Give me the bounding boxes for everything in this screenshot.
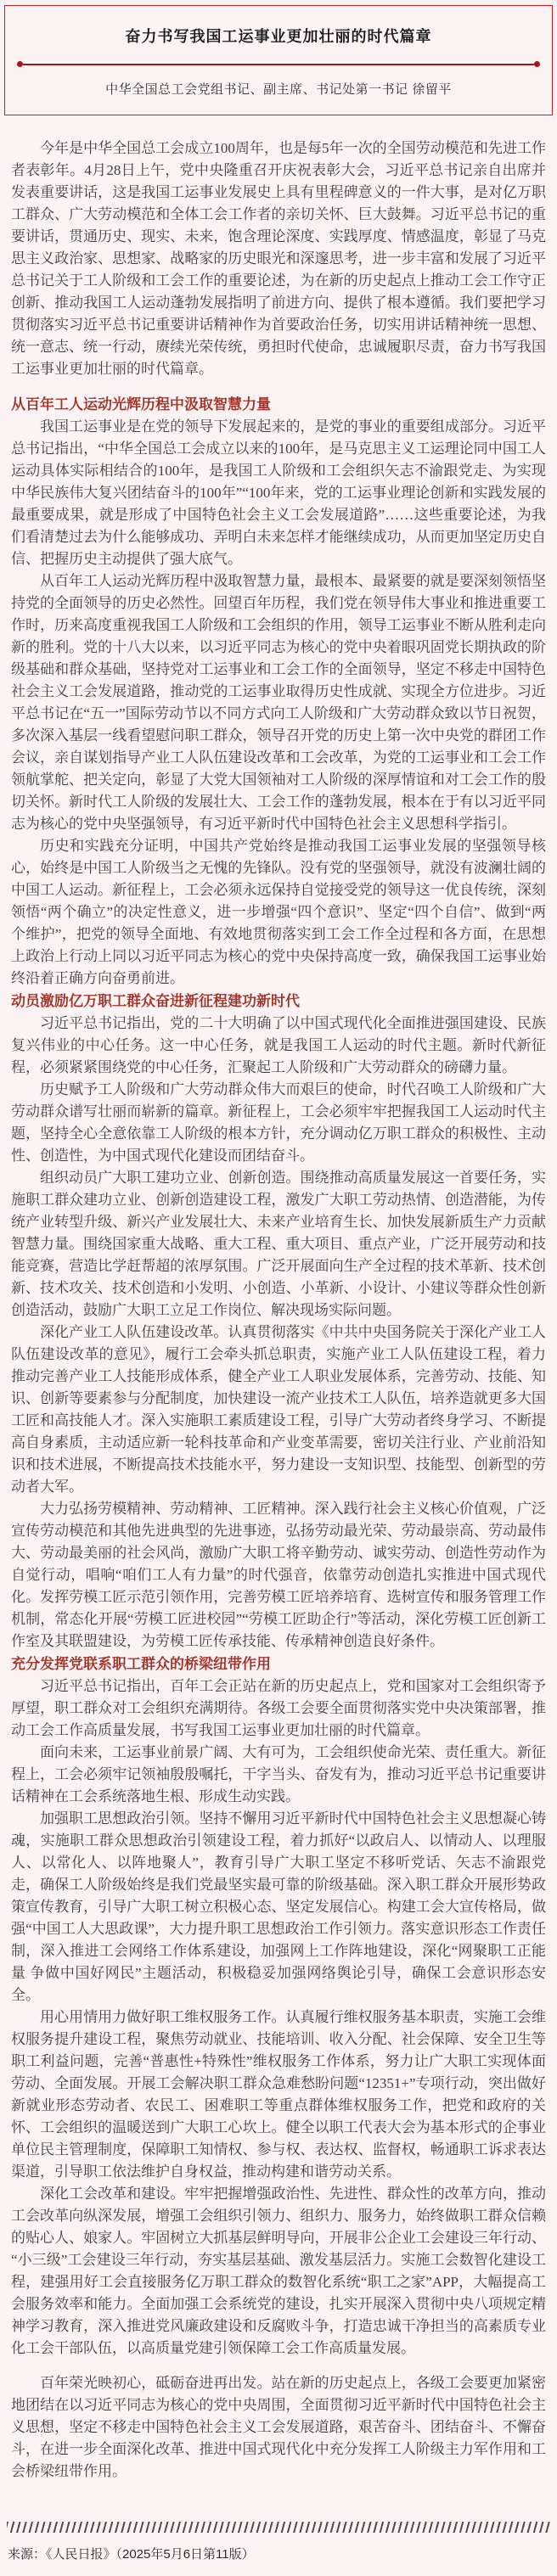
body-paragraph: 面向未来，工运事业前景广阔、大有可为，工会组织使命光荣、责任重大。新征程上，工会必须牢记领袖殷殷嘱托，干字当头、奋发有为，推动习近平总书记重要讲话精神在工会系统落地生根、形成生动实践。 — [11, 1744, 546, 1804]
body-paragraph: 加强职工思想政治引领。坚持不懈用习近平新时代中国特色社会主义思想凝心铸魂，实施职工群众思想政治引领建设工程，着力抓好“以政启人、以情动人、以理服人、以常化人、以阵地聚人”，教育引导广大职工坚定不移听党话、矢志不渝跟党走，确保工人阶级始终是我们党最坚实最可靠的阶级基础。深入职工群众开展形势政策宣传教育，引导广大职工树立积极心态、坚定发展信心。构建工会大宣传格局，做强“中国工人大思政课”，大力提升职工思想政治工作引领力。落实意识形态工作责任制，深入推进工会网络工作体系建设，加强网上工作阵地建设，深化“网聚职工正能量 争做中国好网民”主题活动，积极稳妥加强网络舆论引导，确保工会意识形态安全。 — [11, 1810, 546, 2003]
section-heading: 充分发挥党联系职工群众的桥梁纽带作用 — [11, 1656, 271, 1672]
body-paragraph: 我国工运事业是在党的领导下发展起来的，是党的事业的重要组成部分。习近平总书记指出，“中华全国总工会成立以来的100年，是马克思主义工运理论同中国工人运动具体实际相结合的100年，是我国工人阶级和工会组织矢志不渝跟党走、为实现中华民族伟大复兴团结奋斗的100年”“100年来，党的工运事业理论创新和实践发展的最重要成果，就是形成了中国特色社会主义工会发展道路”……这些重要论述，为我们看清楚过去为什么能够成功、弄明白未来怎样才能继续成功，从而更加坚定历史自信、把握历史主动提供了强大底气。 — [11, 418, 546, 567]
source-line: 来源：《人民日报》（2025年5月6日第11版） — [8, 2547, 255, 2562]
body-paragraph: 大力弘扬劳模精神、劳动精神、工匠精神。深入践行社会主义核心价值观，广泛宣传劳动模范和其他先进典型的先进事迹，弘扬劳动最光荣、劳动最崇高、劳动最伟大、劳动最美丽的社会风尚，激励广大职工将辛勤劳动、诚实劳动、创造性劳动作为自觉行动，唱响“咱们工人有力量”的时代强音，依靠劳动创造扎实推进中国式现代化。发挥劳模工匠示范引领作用，完善劳模工匠培养培育、选树宣传和服务管理工作机制，常态化开展“劳模工匠进校园”“劳模工匠助企行”等活动，深化劳模工匠创新工作室及其联盟建设，为劳模工匠传承技能、传承精神创造良好条件。 — [11, 1501, 546, 1649]
paragraph-spacer — [11, 2360, 546, 2372]
divider-left-dot — [17, 61, 23, 67]
hatched-divider — [7, 2522, 550, 2533]
body-paragraph: 习近平总书记指出，党的二十大明确了以中国式现代化全面推进强国建设、民族复兴伟业的中心任务。这一中心任务，就是我国工人运动的时代主题。新时代新征程，必须紧紧围绕党的中心任务，汇聚起工人阶级和广大劳动群众的磅礴力量。 — [11, 1015, 546, 1075]
body-paragraph: 历史赋予工人阶级和广大劳动群众伟大而艰巨的使命，时代召唤工人阶级和广大劳动群众谱写壮丽而崭新的篇章。新征程上，工会必须牢牢把握我国工人运动时代主题，坚持全心全意依靠工人阶级的根本方针，充分调动亿万职工群众的积极性、主动性、创造性，为中国式现代化建设而团结奋斗。 — [11, 1081, 546, 1164]
body-paragraph: 今年是中华全国总工会成立100周年，也是每5年一次的全国劳动模范和先进工作者表彰年。4月28日上午，党中央隆重召开庆祝表彰大会，习近平总书记亲自出席并发表重要讲话，这是我国工运事业发展史上具有里程碑意义的一件大事，是对亿万职工群众、广大劳动模范和全体工会工作者的亲切关怀、巨大鼓舞。习近平总书记的重要讲话，贯通历史、现实、未来，饱含理论深度、实践厚度、情感温度，彰显了马克思主义政治家、思想家、战略家的历史眼光和深邃思考，进一步丰富和发展了习近平总书记关于工人阶级和工会工作的重要论述，为在新的历史起点上推动工会工作守正创新、推动我国工人运动蓬勃发展指明了前进方向、提供了根本遵循。我们要把学习贯彻落实习近平总书记重要讲话精神作为首要政治任务，切实用讲话精神统一思想、统一意志、统一行动，赓续光荣传统，勇担时代使命，忠诚履职尽责，奋力书写我国工运事业更加壮丽的时代篇章。 — [11, 140, 546, 377]
author-byline: 中华全国总工会党组书记、副主席、书记处第一书记 徐留平 — [105, 82, 452, 97]
body-paragraph: 从百年工人运动光辉历程中汲取智慧力量，最根本、最紧要的就是要深刻领悟坚持党的全面领导的历史必然性。回望百年历程，我们党在领导伟大事业和推进重要工作时，历来高度重视我国工人阶级和工会组织的作用，领导工运事业不断从胜利走向新的胜利。党的十八大以来，以习近平同志为核心的党中央着眼巩固党长期执政的阶级基础和群众基础，坚持党对工运事业和工会工作的全面领导，坚定不移走中国特色社会主义工会发展道路，推动党的工运事业取得历史性成就、实现全方位进步。习近平总书记在“五一”国际劳动节以不同方式向工人阶级和广大劳动群众致以节日祝贺，多次深入基层一线看望慰问职工群众，领导召开党的历史上第一次中央党的群团工作会议，亲自谋划指导产业工人队伍建设改革和工会改革，为党的工运事业和工会工作领航掌舵、把关定向，彰显了大党大国领袖对工人阶级的深厚情谊和对工会工作的殷切关怀。新时代工人阶级的发展壮大、工会工作的蓬勃发展，根本在于有以习近平同志为核心的党中央坚强领导，有习近平新时代中国特色社会主义思想科学指引。 — [11, 573, 546, 832]
body-paragraph: 历史和实践充分证明，中国共产党始终是推动我国工运事业发展的坚强领导核心，始终是中国工人阶级当之无愧的先锋队。没有党的坚强领导，就没有波澜壮阔的中国工人运动。新征程上，工会必须永远保持自觉接受党的领导这一优良传统，深刻领悟“两个确立”的决定性意义，进一步增强“四个意识”、坚定“四个自信”、做到“两个维护”，把党的领导全面地、有效地贯彻落实到工会工作全过程和各方面，在思想上政治上行动上同以习近平同志为核心的党中央保持高度一致，确保我国工运事业始终沿着正确方向奋勇前进。 — [11, 838, 546, 986]
title-divider — [17, 61, 540, 67]
body-paragraph: 组织动员广大职工建功立业、创新创造。围绕推动高质量发展这一首要任务，实施职工群众建功立业、创新创造建设工程，激发广大职工劳动热情、创造潜能，为传统产业转型升级、新兴产业发展壮大、未来产业培育生长、加快发展新质生产力贡献智慧力量。围绕国家重大战略、重大工程、重大项目、重点产业，广泛开展劳动和技能竞赛，营造比学赶帮超的浓厚氛围。广泛开展面向生产全过程的技术革新、技术创新、技术攻关、技术创造和小发明、小创造、小革新、小设计、小建议等群众性创新创造活动，鼓励广大职工立足工作岗位、解决现场实际问题。 — [11, 1170, 546, 1318]
article-body — [4, 137, 553, 2483]
page-title: 奋力书写我国工运事业更加壮丽的时代篇章 — [125, 28, 432, 45]
section-heading: 从百年工人运动光辉历程中汲取智慧力量 — [11, 396, 271, 412]
divider-line — [23, 64, 534, 65]
body-paragraph: 深化产业工人队伍建设改革。认真贯彻落实《中共中央国务院关于深化产业工人队伍建设改革的意见》，履行工会牵头抓总职责，实施产业工人队伍建设工程，着力推动完善产业工人技能形成体系，健全产业工人职业发展体系，完善劳动、技能、知识、创新等要素参与分配制度，加快建设一流产业技术工人队伍，培养造就更多大国工匠和高技能人才。深入实施职工素质建设工程，引导广大劳动者终身学习、不断提高自身素质，主动适应新一轮科技革命和产业变革需要，密切关注行业、产业前沿知识和技术进展，不断提高技术技能水平，努力建设一支知识型、技能型、创新型的劳动者大军。 — [11, 1324, 546, 1495]
title-box — [4, 5, 553, 115]
body-paragraph: 百年荣光映初心，砥砺奋进再出发。站在新的历史起点上，各级工会要更加紧密地团结在以习近平同志为核心的党中央周围，全面贯彻习近平新时代中国特色社会主义思想，坚定不移走中国特色社会主义工会发展道路，艰苦奋斗、团结奋斗、不懈奋斗，在进一步全面深化改革、推进中国式现代化中充分发挥工人阶级主力军作用和工会桥梁纽带作用。 — [11, 2375, 546, 2479]
section-heading: 动员激励亿万职工群众奋进新征程建功新时代 — [11, 993, 300, 1009]
divider-right-dot — [534, 61, 540, 67]
body-paragraph: 习近平总书记指出，百年工会正站在新的历史起点上，党和国家对工会组织寄予厚望，职工群众对工会组织充满期待。各级工会要全面贯彻落实党中央决策部署，推动工会工作高质量发展，书写我国工运事业更加壮丽的时代篇章。 — [11, 1678, 546, 1738]
paragraph-spacer — [11, 380, 546, 393]
body-paragraph: 用心用情用力做好职工维权服务工作。认真履行维权服务基本职责，实施工会维权服务提升建设工程，聚焦劳动就业、技能培训、收入分配、社会保障、安全卫生等职工利益问题，完善“普惠性+特殊性”维权服务工作体系，努力让广大职工实现体面劳动、全面发展。开展工会解决职工群众急难愁盼问题“12351+”专项行动，突出做好新就业形态劳动者、农民工、困难职工等重点群体维权服务工作，把党和政府的关怀、工会组织的温暖送到广大职工心坎上。健全以职工代表大会为基本形式的企事业单位民主管理制度，保障职工知情权、参与权、表达权、监督权，畅通职工诉求表达渠道，引导职工依法维护自身权益，推动构建和谐劳动关系。 — [11, 2009, 546, 2180]
body-paragraph: 深化工会改革和建设。牢牢把握增强政治性、先进性、群众性的改革方向，推动工会改革向纵深发展，增强工会组织引领力、组织力、服务力，始终做职工群众信赖的贴心人、娘家人。牢固树立大抓基层鲜明导向，开展非公企业工会建设三年行动、“小三级”工会建设三年行动，夯实基层基础、激发基层活力。实施工会数智化建设工程，建强用好工会直接服务亿万职工群众的数智化系统“职工之家”APP，大幅提高工会服务效率和能力。全面加强工会系统党的建设，扎实开展深入贯彻中央八项规定精神学习教育，深入推进党风廉政建设和反腐败斗争，打造忠诚干净担当的高素质专业化工会干部队伍，以高质量党建引领保障工会工作高质量发展。 — [11, 2186, 546, 2356]
